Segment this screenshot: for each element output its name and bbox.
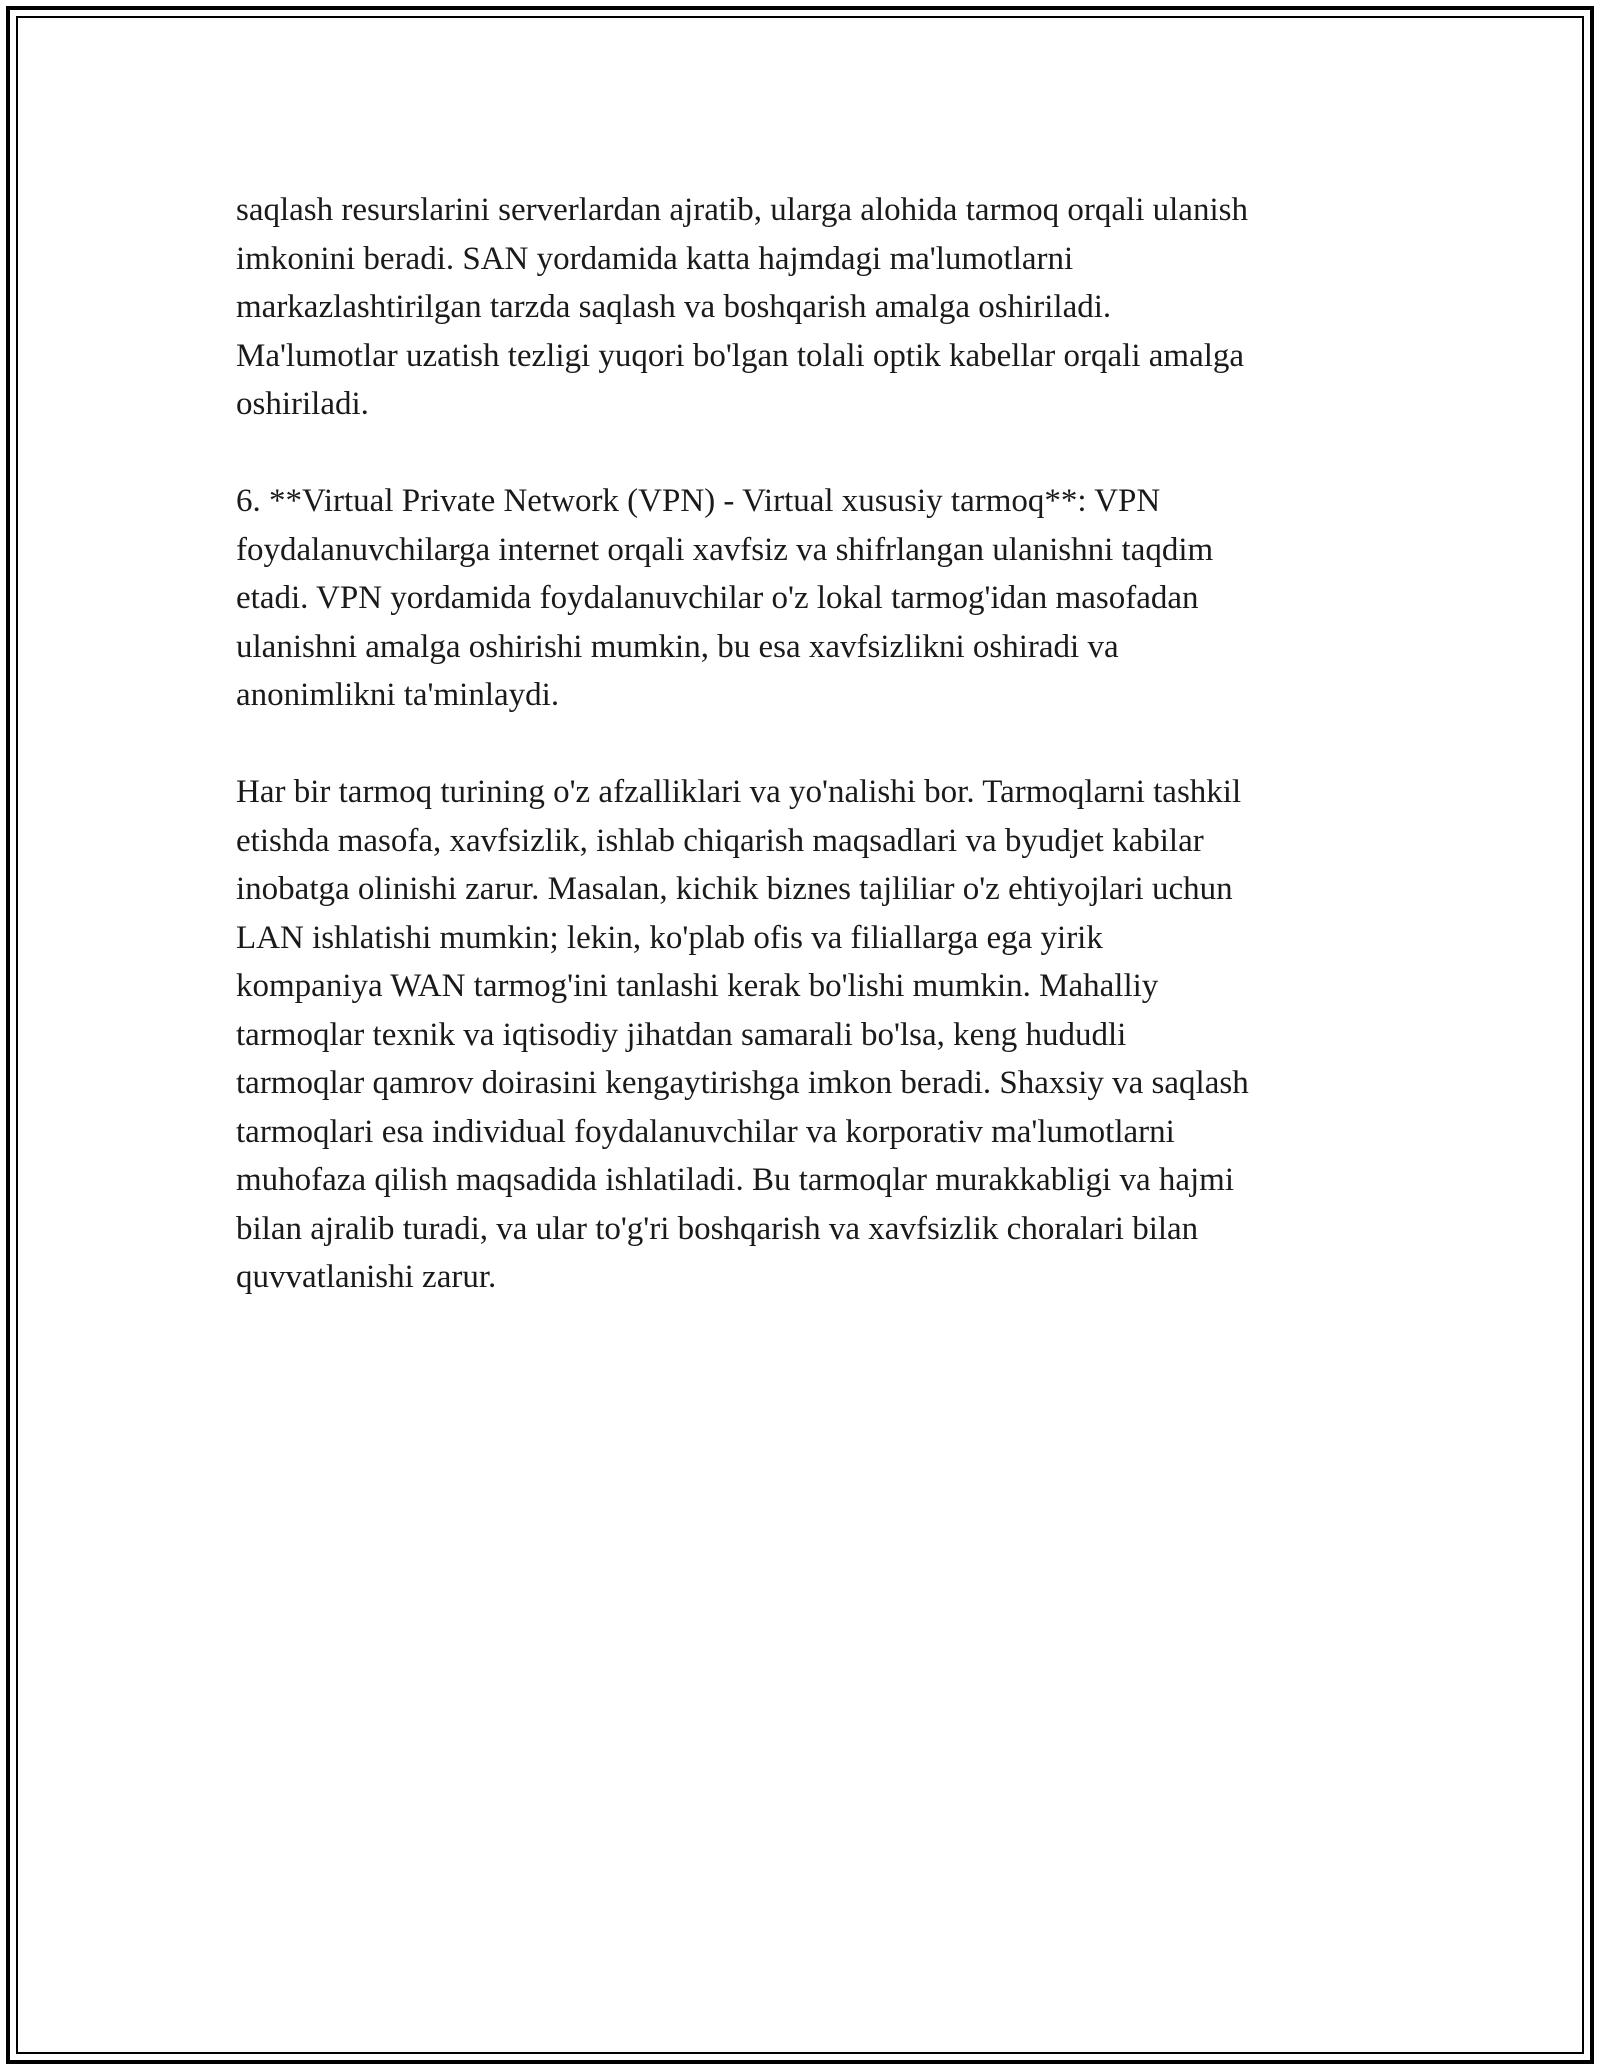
paragraph-vpn: 6. **Virtual Private Network (VPN) - Virtual xususiy tarmoq**: VPN foydalanuvchilarga internet orqali xavfsiz va shifrlangan ulanishni taqdim etadi. VPN yordamida foydalanuvchilar o'z lokal tarmog'idan masofadan ulanishni amalga oshirishi mumkin, bu esa xavfsizlikni oshiradi va anonimlikni ta'minlaydi. <box>236 483 1214 713</box>
paragraph-san-continuation: saqlash resurslarini serverlardan ajratib, ularga alohida tarmoq orqali ulanish imkonini beradi. SAN yordamida katta hajmdagi ma'lumotlarni markazlashtirilgan tarzda saqlash va boshqarish amalga oshiriladi. Ma'lumotlar uzatish tezligi yuqori bo'lgan tolali optik kabellar orqali amalga oshiriladi. <box>236 192 1248 422</box>
document-body <box>236 186 1386 1302</box>
paragraph-summary: Har bir tarmoq turining o'z afzalliklari va yo'nalishi bor. Tarmoqlarni tashkil etishda masofa, xavfsizlik, ishlab chiqarish maqsadlari va byudjet kabilar inobatga olinishi zarur. Masalan, kichik biznes tajliliar o'z ehtiyojlari uchun LAN ishlatishi mumkin; lekin, ko'plab ofis va filiallarga ega yirik kompaniya WAN tarmog'ini tanlashi kerak bo'lishi mumkin. Mahalliy tarmoqlar texnik va iqtisodiy jihatdan samarali bo'lsa, keng hududli tarmoqlar qamrov doirasini kengaytirishga imkon beradi. Shaxsiy va saqlash tarmoqlari esa individual foydalanuvchilar va korporativ ma'lumotlarni muhofaza qilish maqsadida ishlatiladi. Bu tarmoqlar murakkabligi va hajmi bilan ajralib turadi, va ular to'g'ri boshqarish va xavfsizlik choralari bilan quvvatlanishi zarur. <box>236 774 1249 1295</box>
